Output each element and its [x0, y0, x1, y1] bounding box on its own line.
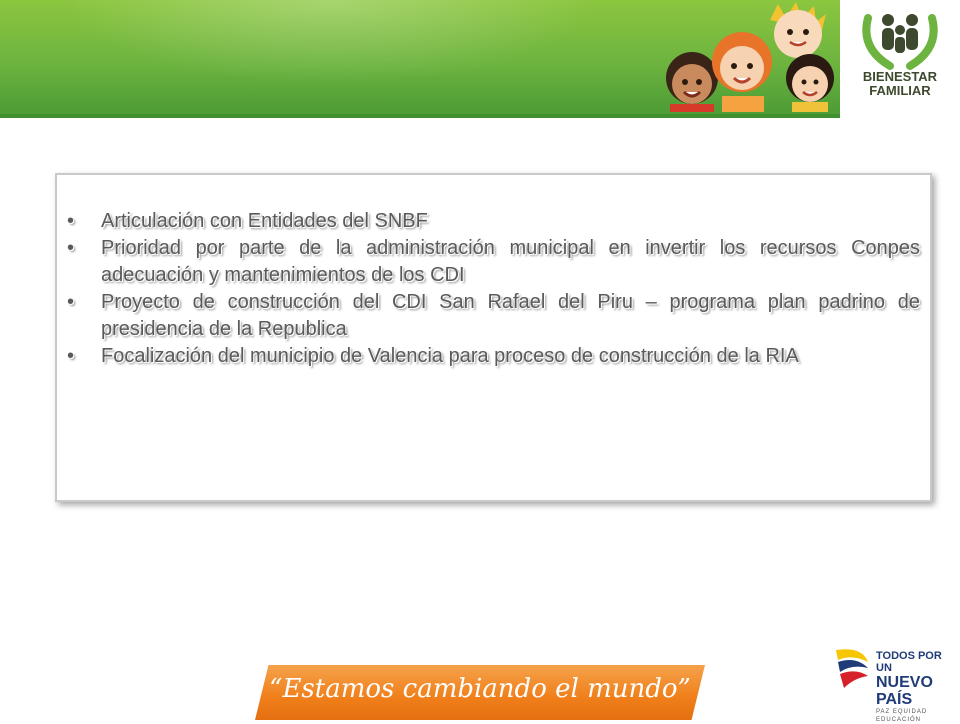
bullet-item: • Articulación con Entidades del SNBF	[67, 208, 920, 235]
spiky-boy-face-icon	[770, 2, 826, 58]
girl-face-icon	[712, 32, 772, 112]
bullet-item: • Proyecto de construcción del CDI San Rafael del Piru – programa plan padrino de presidencia de la Republica	[67, 289, 920, 343]
footer-slogan: “Estamos cambiando el mundo”	[269, 674, 691, 704]
children-faces-illustration	[650, 0, 850, 112]
logo-line-1: BIENESTAR	[862, 69, 938, 84]
todos-por-un-nuevo-pais-logo	[832, 640, 952, 723]
family-people-hands-icon	[860, 8, 940, 70]
brand-line-3: PAZ EQUIDAD EDUCACIÓN	[876, 709, 928, 723]
logo-text	[840, 70, 960, 98]
header-banner	[0, 0, 960, 120]
brand-line-2: NUEVO PAÍS	[876, 674, 933, 708]
brand-text	[876, 650, 952, 724]
bienestar-familiar-logo	[840, 0, 960, 124]
header-divider	[0, 114, 840, 118]
bullet-item: • Prioridad por parte de la administración municipal en invertir los recursos Conpes adecuación y mantenimientos de los CDI	[67, 235, 920, 289]
brand-line-1: TODOS POR UN	[876, 650, 942, 674]
content-box	[55, 173, 932, 502]
dark-hair-girl-face-icon	[786, 54, 834, 112]
logo-line-2: FAMILIAR	[869, 83, 931, 98]
bullet-item: • Focalización del municipio de Valencia para proceso de construcción de la RIA	[67, 343, 920, 370]
boy-face-icon	[666, 52, 718, 112]
bullet-list	[67, 208, 920, 370]
colombia-flag-swoosh-icon	[832, 644, 872, 694]
